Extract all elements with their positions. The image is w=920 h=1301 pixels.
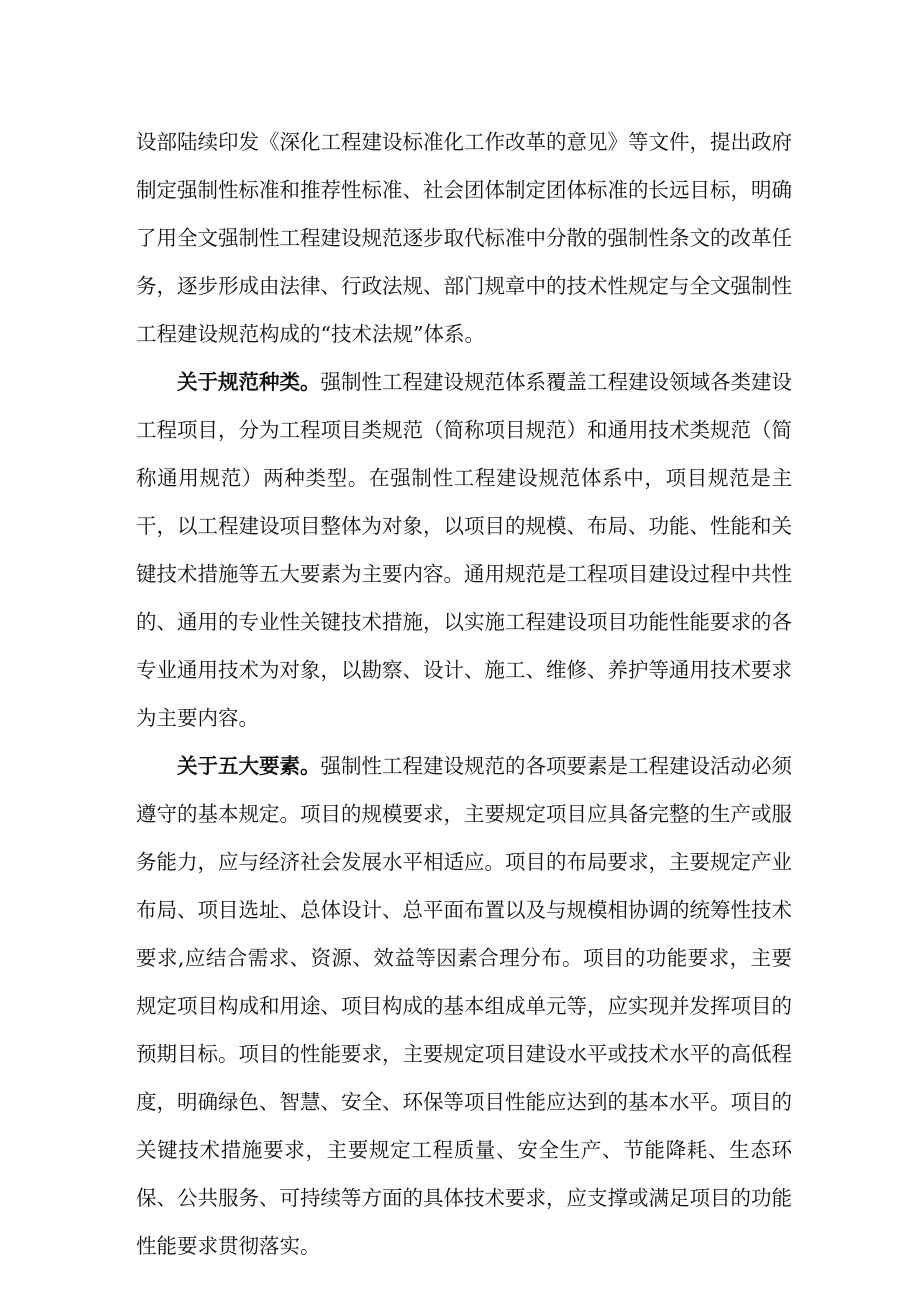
paragraph-text: 强制性工程建设规范体系覆盖工程建设领域各类建设工程项目，分为工程项目类规范（简称项目规范）和通用技术类规范（简称通用规范）两种类型。在强制性工程建设规范体系中，项目规范是主干，以工程建设项目整体为对象，以项目的规模、布局、功能、性能和关键技术措施等五大要素为主要内容。通用规范是工程项目建设过程中共性的、通用的专业性关键技术措施，以实施工程建设项目功能性能要求的各专业通用技术为对象，以勘察、设计、施工、维修、养护等通用技术要求为主要内容。 xyxy=(136,370,792,730)
paragraph-norm-types xyxy=(136,358,792,742)
document-body xyxy=(136,118,792,1270)
paragraph-five-elements xyxy=(136,742,792,1270)
paragraph-reform-background xyxy=(136,118,792,358)
paragraph-lead-heading: 关于规范种类。 xyxy=(177,370,321,394)
paragraph-text: 强制性工程建设规范的各项要素是工程建设活动必须遵守的基本规定。项目的规模要求，主要规定项目应具备完整的生产或服务能力，应与经济社会发展水平相适应。项目的布局要求，主要规定产业布局、项目选址、总体设计、总平面布置以及与规模相协调的统筹性技术要求,应结合需求、资源、效益等因素合理分布。项目的功能要求，主要规定项目构成和用途、项目构成的基本组成单元等，应实现并发挥项目的预期目标。项目的性能要求，主要规定项目建设水平或技术水平的高低程度，明确绿色、智慧、安全、环保等项目性能应达到的基本水平。项目的关键技术措施要求，主要规定工程质量、安全生产、节能降耗、生态环保、公共服务、可持续等方面的具体技术要求，应支撑或满足项目的功能性能要求贯彻落实。 xyxy=(136,754,792,1258)
paragraph-text: 设部陆续印发《深化工程建设标准化工作改革的意见》等文件，提出政府制定强制性标准和推荐性标准、社会团体制定团体标准的长远目标，明确了用全文强制性工程建设规范逐步取代标准中分散的强制性条文的改革任务，逐步形成由法律、行政法规、部门规章中的技术性规定与全文强制性工程建设规范构成的“技术法规”体系。 xyxy=(136,130,792,346)
paragraph-lead-heading: 关于五大要素。 xyxy=(177,754,321,778)
